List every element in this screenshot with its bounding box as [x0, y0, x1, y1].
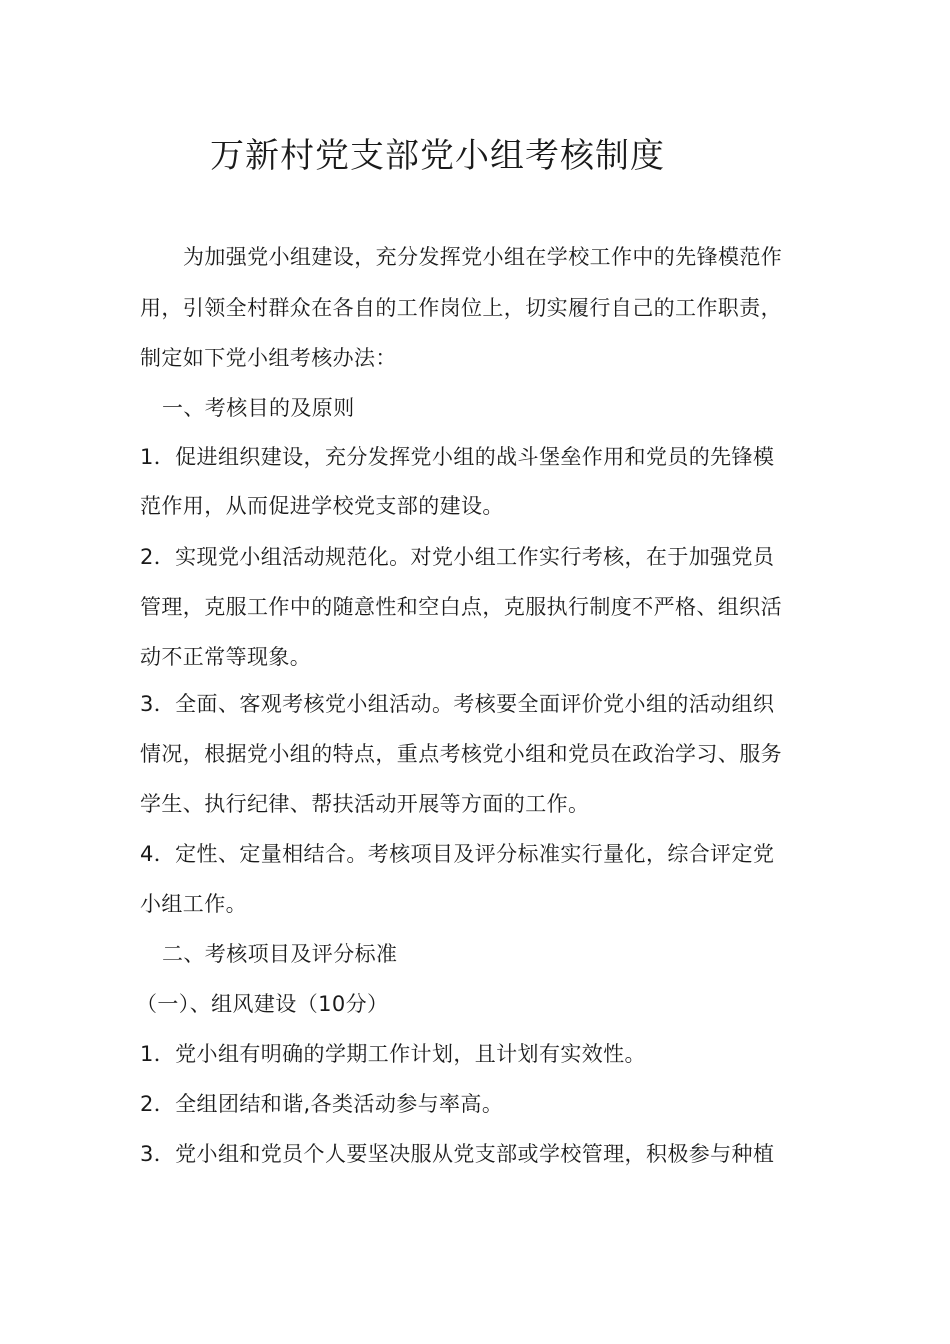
list-item: 4．定性、定量相结合。考核项目及评分标准实行量化，综合评定党 [140, 842, 775, 866]
section-heading: 二、考核项目及评分标准 [162, 942, 398, 966]
list-item: 3．全面、客观考核党小组活动。考核要全面评价党小组的活动组织 [140, 692, 775, 716]
list-item-continuation: 情况，根据党小组的特点，重点考核党小组和党员在政治学习、服务 [140, 742, 782, 766]
list-item-continuation: 小组工作。 [140, 892, 247, 916]
list-item-continuation: 学生、执行纪律、帮扶活动开展等方面的工作。 [140, 792, 590, 816]
document-title: 万新村党支部党小组考核制度 [210, 136, 665, 176]
list-item: 2．全组团结和谐,各类活动参与率高。 [140, 1092, 504, 1116]
paragraph-line: 用，引领全村群众在各自的工作岗位上，切实履行自己的工作职责， [140, 296, 782, 320]
paragraph-line: 制定如下党小组考核办法： [140, 346, 397, 370]
subsection-heading: （一）、组风建设（10分） [136, 992, 389, 1016]
list-item-continuation: 管理，克服工作中的随意性和空白点，克服执行制度不严格、组织活 [140, 595, 782, 619]
list-item-continuation: 动不正常等现象。 [140, 645, 312, 669]
section-heading: 一、考核目的及原则 [162, 396, 355, 420]
paragraph-line: 为加强党小组建设，充分发挥党小组在学校工作中的先锋模范作 [183, 245, 783, 269]
list-item: 1．促进组织建设，充分发挥党小组的战斗堡垒作用和党员的先锋模 [140, 445, 775, 469]
list-item-continuation: 范作用，从而促进学校党支部的建设。 [140, 494, 504, 518]
list-item: 3．党小组和党员个人要坚决服从党支部或学校管理，积极参与种植 [140, 1142, 775, 1166]
list-item: 1．党小组有明确的学期工作计划，且计划有实效性。 [140, 1042, 646, 1066]
list-item: 2．实现党小组活动规范化。对党小组工作实行考核，在于加强党员 [140, 545, 775, 569]
